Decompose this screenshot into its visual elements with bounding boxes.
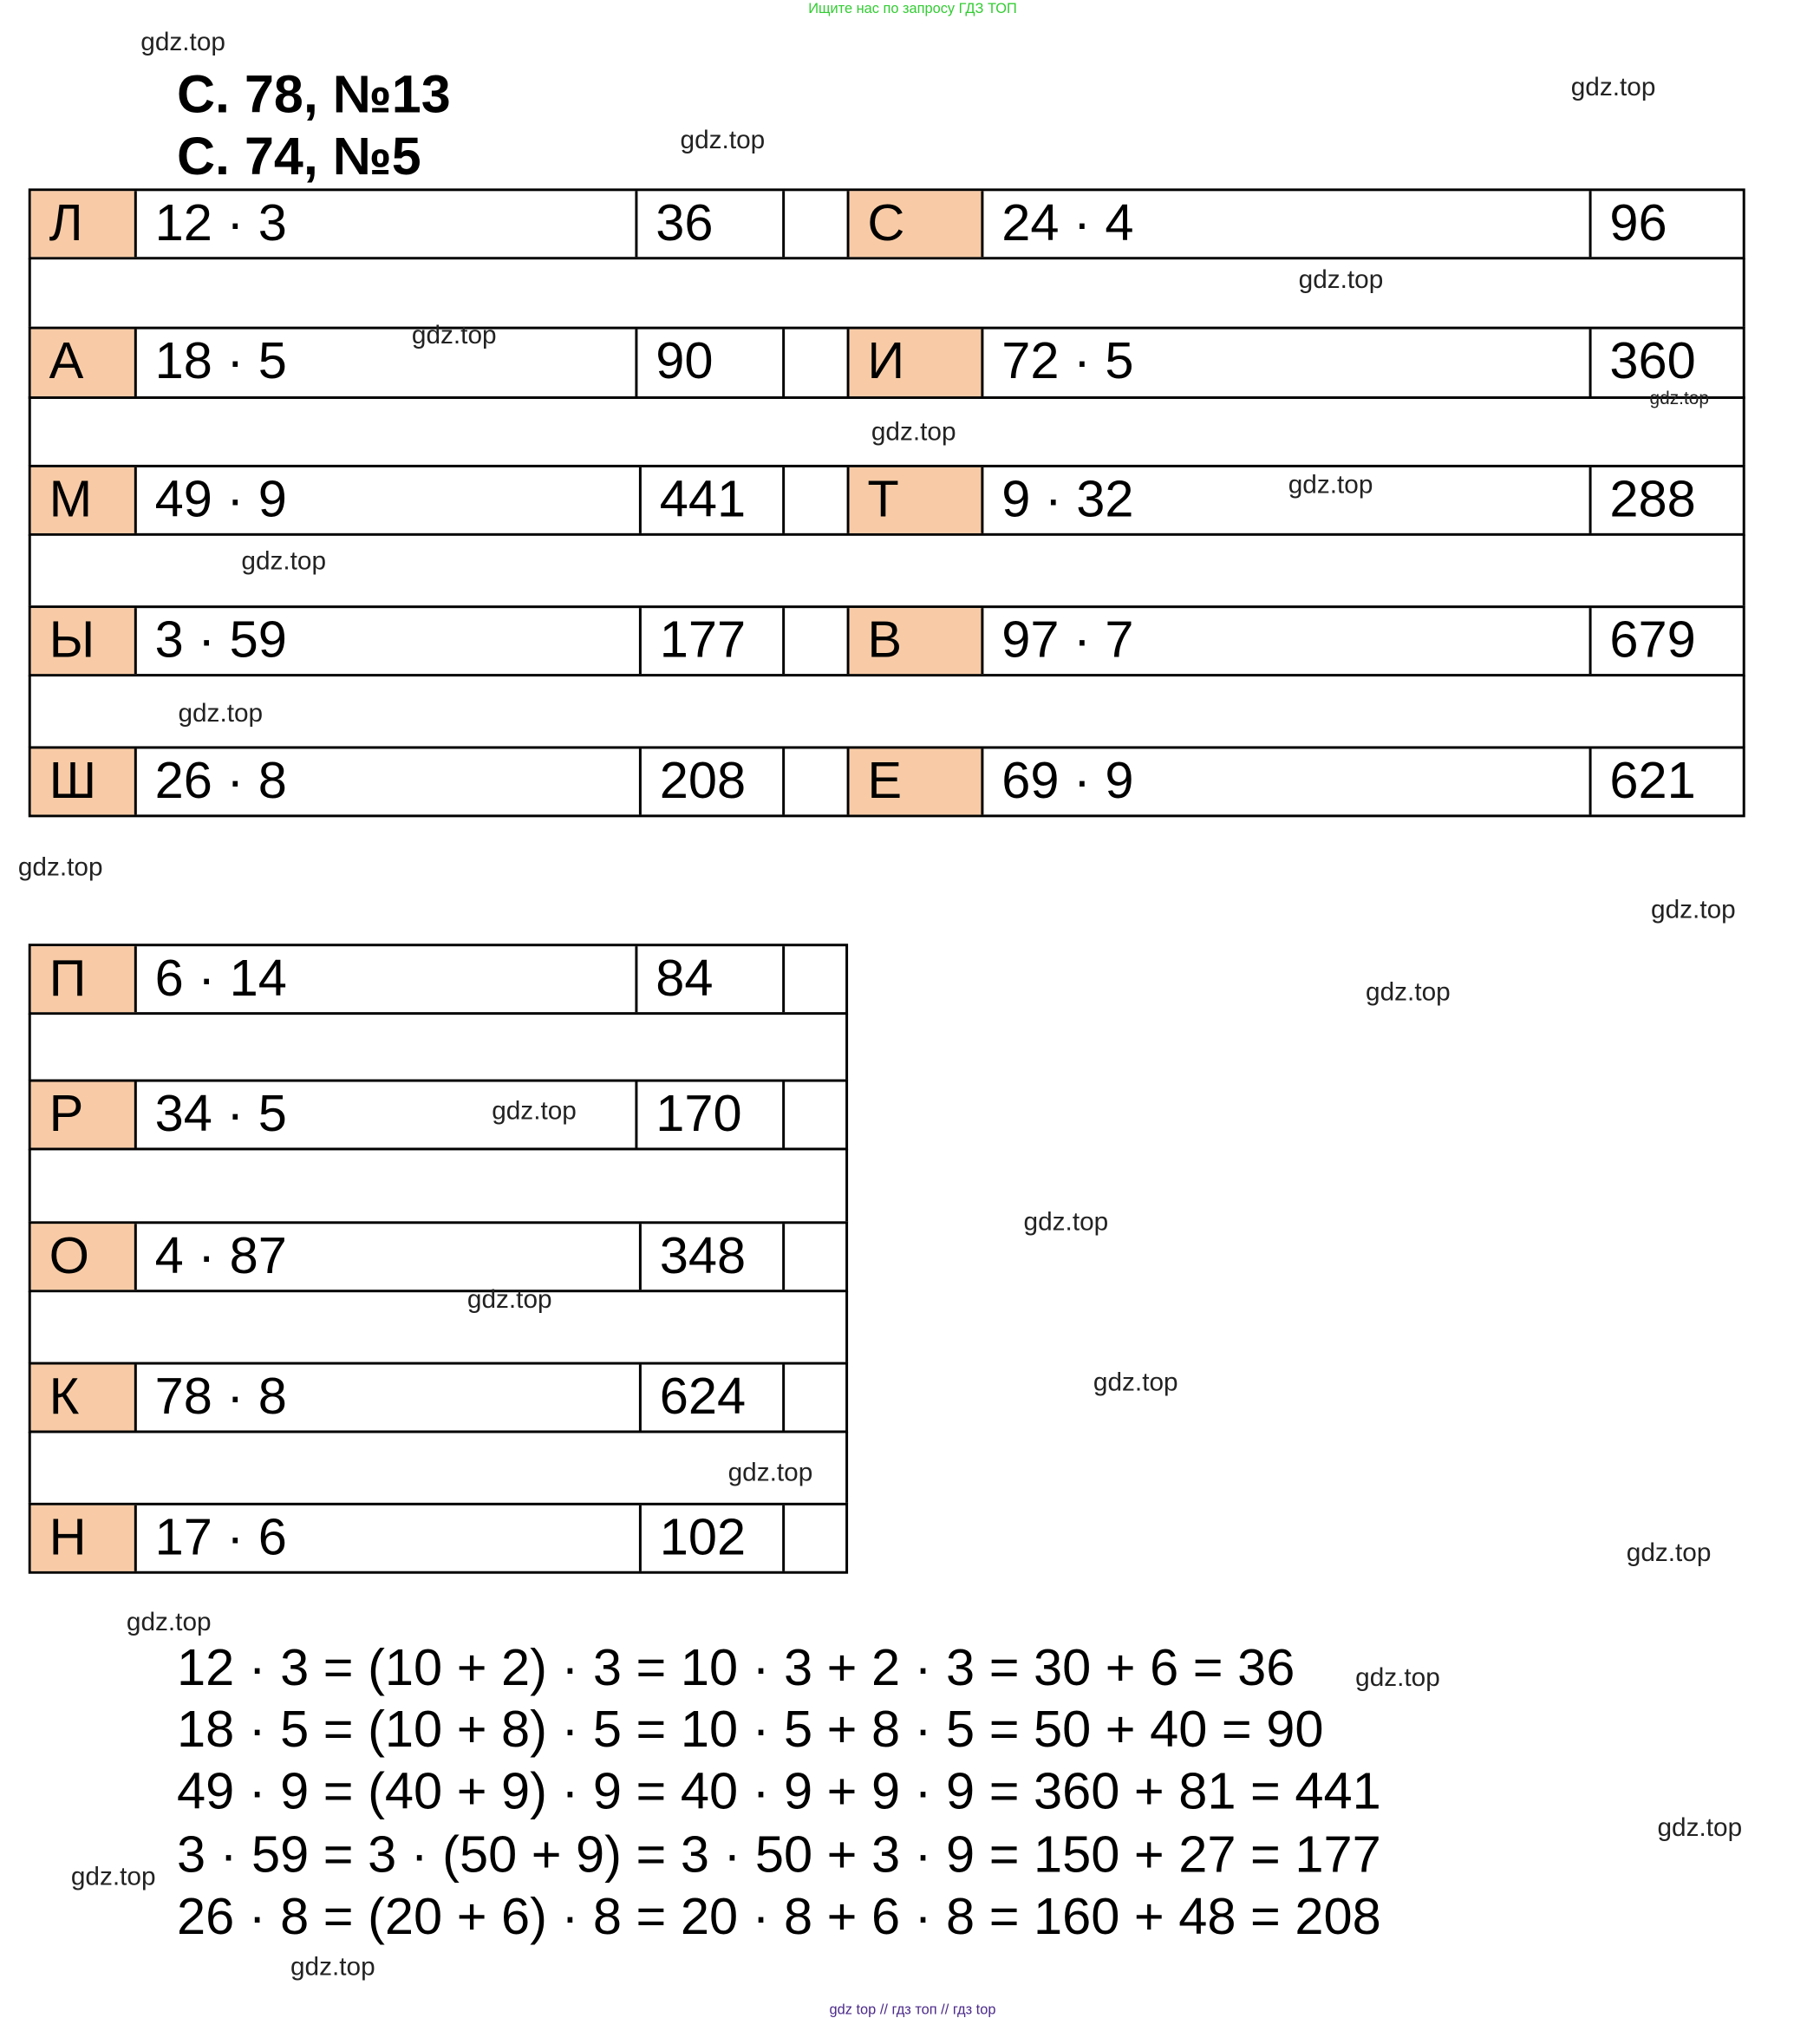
empty-cell [785,191,849,257]
letter-cell: Е [850,748,984,814]
table-spacer-row [29,1291,848,1363]
table-row [29,465,1745,536]
table-row [29,1362,848,1433]
table-row [29,746,1745,817]
table-spacer-row [29,1149,848,1223]
watermark-text: gdz.top [727,1459,813,1487]
empty-cell [785,1505,848,1571]
expression-cell: 69 · 9 [983,748,1591,814]
expression-cell: 3 · 59 [137,608,642,674]
table-row [29,1080,848,1151]
letter-cell: А [31,330,137,396]
expression-cell: 4 · 87 [137,1224,642,1290]
table-row [29,327,1745,399]
empty-cell [785,1365,848,1431]
table-row [29,1221,848,1292]
letter-cell: Р [31,1082,137,1148]
expression-cell: 24 · 4 [983,191,1591,257]
equation-line: 18 · 5 = (10 + 8) · 5 = 10 · 5 + 8 · 5 = 50 + 40 = 90 [176,1701,1324,1759]
table-row [29,1503,848,1574]
watermark-text: gdz.top [680,126,766,155]
table-row [29,188,1745,259]
table-spacer-row [29,258,1745,328]
letter-cell: М [31,467,137,533]
watermark-text: gdz.top [1626,1538,1712,1568]
expression-cell: 49 · 9 [137,467,642,533]
letter-cell: О [31,1224,137,1290]
empty-cell [785,608,849,674]
result-cell: 90 [637,330,785,396]
letter-cell: С [850,191,984,257]
empty-cell [785,467,849,533]
watermark-text: gdz.top [1651,896,1736,924]
letter-cell: Т [850,467,984,533]
watermark-text: gdz.top [492,1097,577,1127]
letter-cell: Л [31,191,137,257]
watermark-text: gdz.top [1366,978,1451,1008]
expression-cell: 72 · 5 [983,330,1591,396]
watermark-text: gdz.top [466,1285,552,1315]
bottom-ad-links[interactable]: gdz top // гдз топ // гдз top [829,2002,996,2018]
result-cell: 288 [1609,471,1696,528]
letter-cell: И [850,330,984,396]
equation-line: 26 · 8 = (20 + 6) · 8 = 20 · 8 + 6 · 8 = 160 + 48 = 208 [176,1888,1381,1946]
watermark-text: gdz.top [1023,1208,1109,1238]
watermark-text: gdz.top [126,1608,212,1637]
expression-cell: 17 · 6 [137,1505,642,1571]
watermark-text: gdz.top [871,418,956,447]
expression-cell: 12 · 3 [137,191,638,257]
expression-cell: 26 · 8 [137,748,642,814]
watermark-text: gdz.top [1298,265,1384,295]
result-cell: 208 [642,748,785,814]
result-cell: 624 [642,1365,785,1431]
expression-cell: 18 · 5 [137,330,638,396]
watermark-text: gdz.top [411,321,497,350]
watermark-text: gdz.top [290,1953,375,1982]
result-cell: 441 [642,467,785,533]
expression-cell: 34 · 5 [137,1082,638,1148]
result-cell: 621 [1609,752,1696,810]
result-cell: 170 [637,1082,785,1148]
letter-cell: Н [31,1505,137,1571]
table-row [29,944,848,1015]
watermark-text: gdz.top [1657,1813,1743,1843]
letter-cell: П [31,946,137,1012]
equation-line: 12 · 3 = (10 + 2) · 3 = 10 · 3 + 2 · 3 = 30 + 6 = 36 [176,1639,1295,1697]
expression-cell: 9 · 32 [983,467,1591,533]
letter-cell: В [850,608,984,674]
result-cell: 177 [642,608,785,674]
result-cell: 96 [1609,194,1667,252]
empty-cell [785,330,849,396]
table-spacer-row [29,1432,848,1504]
watermark-text: gdz.top [17,853,103,882]
watermark-text: gdz.top [1355,1663,1440,1693]
watermark-text: gdz.top [178,699,264,728]
empty-cell [785,748,849,814]
empty-cell [785,1224,848,1290]
expression-cell: 97 · 7 [983,608,1591,674]
watermark-text: gdz.top [70,1863,156,1891]
expression-cell: 78 · 8 [137,1365,642,1431]
table-row [29,605,1745,676]
watermark-text: gdz.top [1570,73,1656,102]
result-cell: 679 [1609,611,1696,669]
empty-cell [785,946,848,1012]
watermark-text: gdz.top [241,547,327,576]
watermark-text: gdz.top [140,28,225,57]
result-cell: 84 [637,946,785,1012]
empty-cell [785,1082,848,1148]
title-page-74: С. 74, №5 [176,126,421,186]
title-page-78: С. 78, №13 [176,64,451,124]
result-cell: 348 [642,1224,785,1290]
table-spacer-row [29,1014,848,1081]
watermark-text: gdz.top [1649,387,1709,408]
watermark-text: gdz.top [1093,1368,1178,1397]
result-cell: 360 [1609,333,1696,390]
watermark-text: gdz.top [1288,471,1373,500]
letter-cell: Ш [31,748,137,814]
result-cell: 36 [637,191,785,257]
equation-line: 3 · 59 = 3 · (50 + 9) = 3 · 50 + 3 · 9 = 150 + 27 = 177 [176,1826,1381,1884]
letter-cell: К [31,1365,137,1431]
expression-cell: 6 · 14 [137,946,638,1012]
table-spacer-row [29,676,1745,748]
result-cell: 102 [642,1505,785,1571]
letter-cell: Ы [31,608,137,674]
top-search-ad-link[interactable]: Ищите нас по запросу ГДЗ ТОП [808,1,1017,17]
equation-line: 49 · 9 = (40 + 9) · 9 = 40 · 9 + 9 · 9 = 360 + 81 = 441 [176,1763,1381,1821]
